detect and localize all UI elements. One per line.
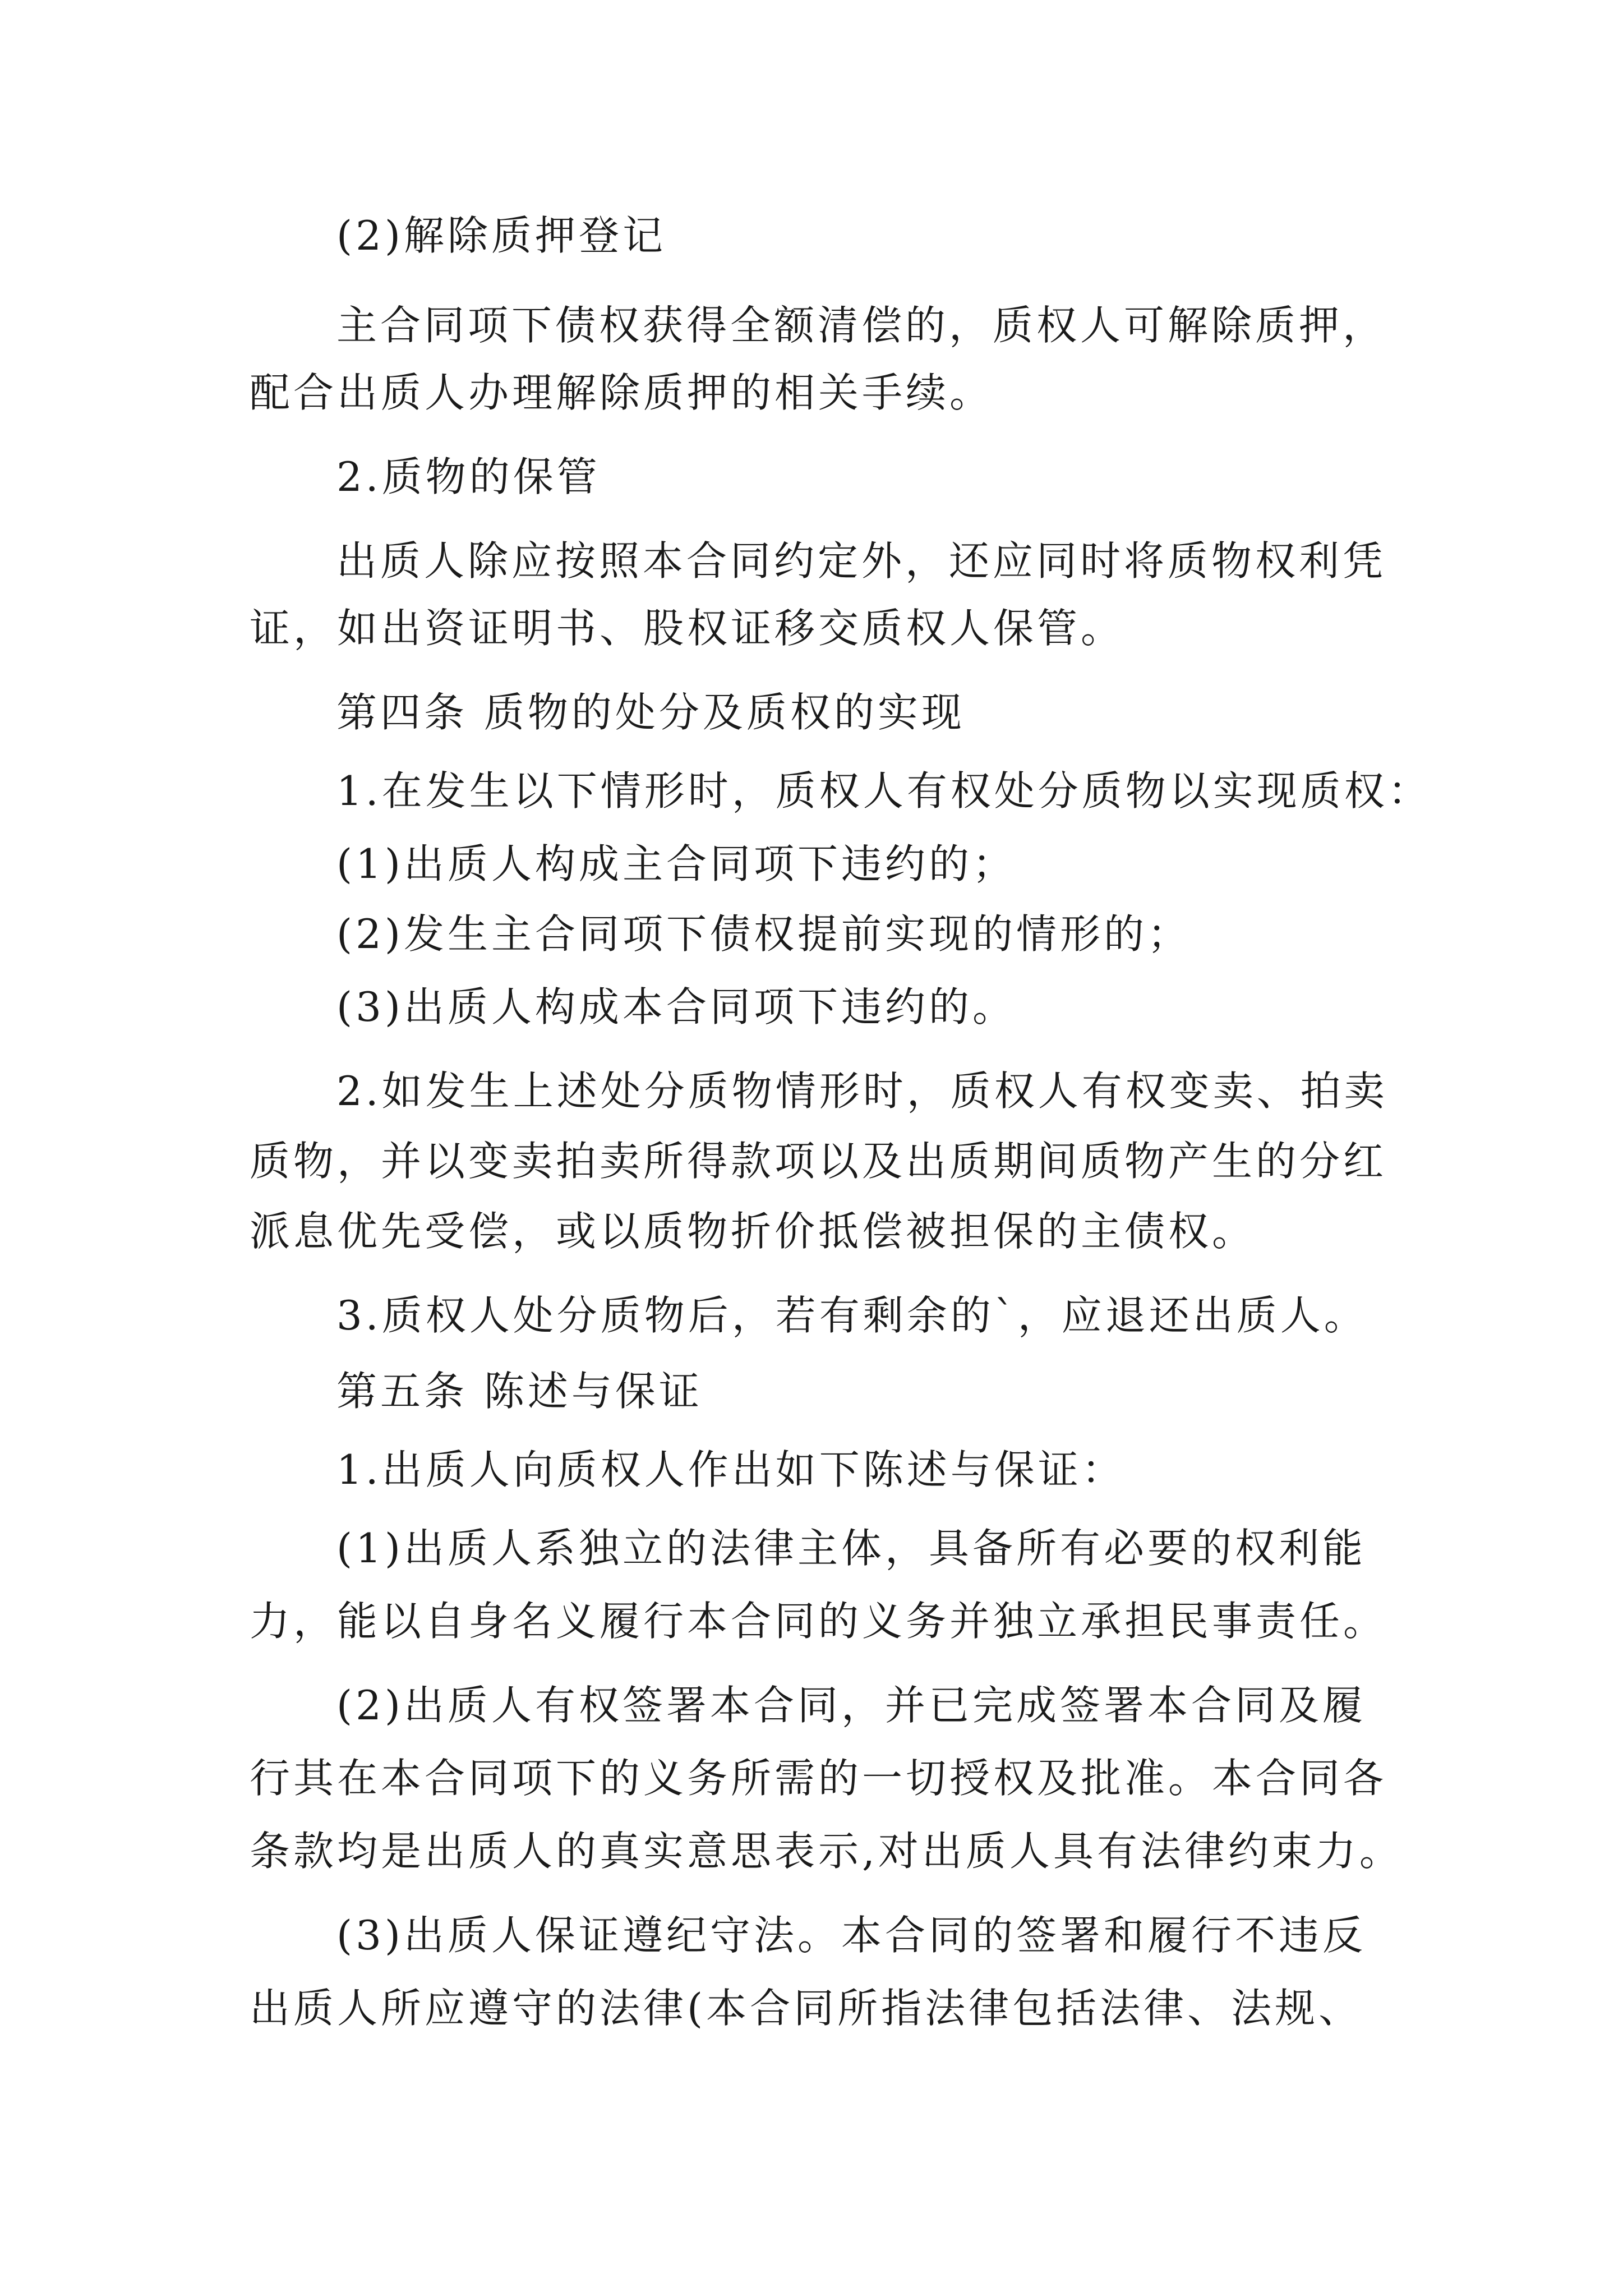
list-item: (2)发生主合同项下债权提前实现的情形的； [336, 910, 1191, 958]
text-line: 2.如发生上述处分质物情形时，质权人有权变卖、拍卖 [336, 1068, 1388, 1115]
text-line: 主合同项下债权获得全额清偿的，质权人可解除质押， [336, 302, 1387, 349]
text-line: 3.质权人处分质物后，若有剩余的`，应退还出质人。 [336, 1292, 1368, 1339]
text-line: 1.出质人向质权人作出如下陈述与保证： [336, 1446, 1126, 1493]
list-item: (2)出质人有权签署本合同，并已完成签署本合同及履 [336, 1682, 1366, 1729]
text-line: 证，如出资证明书、股权证移交质权人保管。 [250, 605, 1125, 652]
text-line: 出质人所应遵守的法律(本合同所指法律包括法律、法规、 [250, 1985, 1363, 2032]
list-item: (1)出质人系独立的法律主体，具备所有必要的权利能 [336, 1525, 1366, 1572]
article-heading: 第四条 质物的处分及质权的实现 [336, 689, 965, 736]
text-line: 1.在发生以下情形时，质权人有权处分质物以实现质权： [336, 767, 1432, 815]
article-heading: 第五条 陈述与保证 [336, 1368, 703, 1415]
text-line-clause-2-heading: (2)解除质押登记 [336, 212, 666, 259]
text-line: 质物，并以变卖拍卖所得款项以及出质期间质物产生的分红 [250, 1138, 1387, 1185]
text-line: 派息优先受偿，或以质物折价抵偿被担保的主债权。 [250, 1208, 1256, 1255]
text-line: 条款均是出质人的真实意思表示,对出质人具有法律约束力。 [250, 1828, 1403, 1875]
text-line: 行其在本合同项下的义务所需的一切授权及批准。本合同各 [250, 1755, 1387, 1802]
text-line-section-heading: 2.质物的保管 [336, 453, 601, 500]
text-line: 力，能以自身名义履行本合同的义务并独立承担民事责任。 [250, 1598, 1387, 1645]
list-item: (3)出质人构成本合同项下违约的。 [336, 983, 1016, 1030]
text-line: 出质人除应按照本合同约定外，还应同时将质物权利凭 [336, 537, 1387, 585]
list-item: (3)出质人保证遵纪守法。本合同的签署和履行不违反 [336, 1912, 1366, 1959]
list-item: (1)出质人构成主合同项下违约的； [336, 840, 1016, 887]
text-line: 配合出质人办理解除质押的相关手续。 [250, 369, 994, 416]
